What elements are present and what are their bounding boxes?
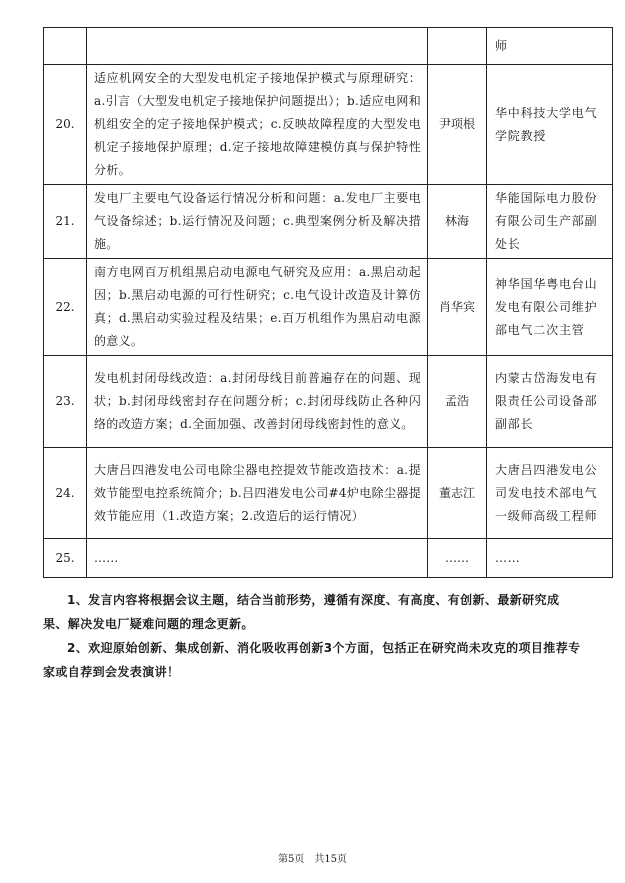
item-number: 21.	[44, 185, 87, 259]
item-speaker: 林海	[428, 185, 487, 259]
item-topic: 发电厂主要电气设备运行情况分析和问题：a.发电厂主要电气设备综述；b.运行情况及问题；c.典型案例分析及解决措施。	[87, 185, 428, 259]
item-number: 23.	[44, 356, 87, 448]
table-row	[44, 539, 613, 578]
table-row	[44, 185, 613, 259]
item-speaker: 尹项根	[428, 65, 487, 185]
table-row	[44, 259, 613, 356]
item-affiliation: ……	[487, 539, 613, 578]
item-affiliation: 大唐吕四港发电公司发电技术部电气一级师高级工程师	[487, 448, 613, 539]
item-speaker	[428, 28, 487, 65]
item-speaker: 孟浩	[428, 356, 487, 448]
item-number: 22.	[44, 259, 87, 356]
table-row	[44, 448, 613, 539]
table-row	[44, 356, 613, 448]
item-number: 24.	[44, 448, 87, 539]
item-number: 20.	[44, 65, 87, 185]
item-speaker: ……	[428, 539, 487, 578]
table-row	[44, 65, 613, 185]
item-number: 25.	[44, 539, 87, 578]
note-1: 1、发言内容将根据会议主题，结合当前形势，遵循有深度、有高度、有创新、最新研究成果、解决发电厂疑难问题的理念更新。	[43, 593, 560, 631]
item-affiliation: 神华国华粤电台山发电有限公司维护部电气二次主管	[487, 259, 613, 356]
item-topic: 发电机封闭母线改造：a.封闭母线目前普遍存在的问题、现状；b.封闭母线密封存在问题分析；c.封闭母线防止各种闪络的改造方案；d.全面加强、改善封闭母线密封性的意义。	[87, 356, 428, 448]
item-affiliation: 师	[487, 28, 613, 65]
item-affiliation: 华中科技大学电气学院教授	[487, 65, 613, 185]
item-affiliation: 内蒙古岱海发电有限责任公司设备部副部长	[487, 356, 613, 448]
item-number	[44, 28, 87, 65]
table-row	[44, 28, 613, 65]
item-topic: 适应机网安全的大型发电机定子接地保护模式与原理研究：a.引言（大型发电机定子接地保护问题提出）；b.适应电网和机组安全的定子接地保护模式；c.反映故障程度的大型发电机定子接地保护原理；d.定子接地故障建模仿真与保护特性分析。	[87, 65, 428, 185]
item-topic	[87, 28, 428, 65]
notes-section	[43, 588, 583, 684]
item-speaker: 董志江	[428, 448, 487, 539]
item-topic: 大唐吕四港发电公司电除尘器电控提效节能改造技术：a.提效节能型电控系统简介；b.吕四港发电公司#4炉电除尘器提效节能应用（1.改造方案；2.改造后的运行情况）	[87, 448, 428, 539]
item-speaker: 肖华宾	[428, 259, 487, 356]
item-topic: ……	[87, 539, 428, 578]
item-affiliation: 华能国际电力股份有限公司生产部副处长	[487, 185, 613, 259]
note-2: 2、欢迎原始创新、集成创新、消化吸收再创新3个方面，包括正在研究尚未攻克的项目推荐专家或自荐到会发表演讲！	[43, 641, 581, 679]
agenda-table	[43, 27, 613, 578]
item-topic: 南方电网百万机组黑启动电源电气研究及应用：a.黑启动起因；b.黑启动电源的可行性研究；c.电气设计改造及计算仿真；d.黑启动实验过程及结果；e.百万机组作为黑启动电源的意义。	[87, 259, 428, 356]
page-number: 第5页 共15页	[277, 854, 348, 865]
